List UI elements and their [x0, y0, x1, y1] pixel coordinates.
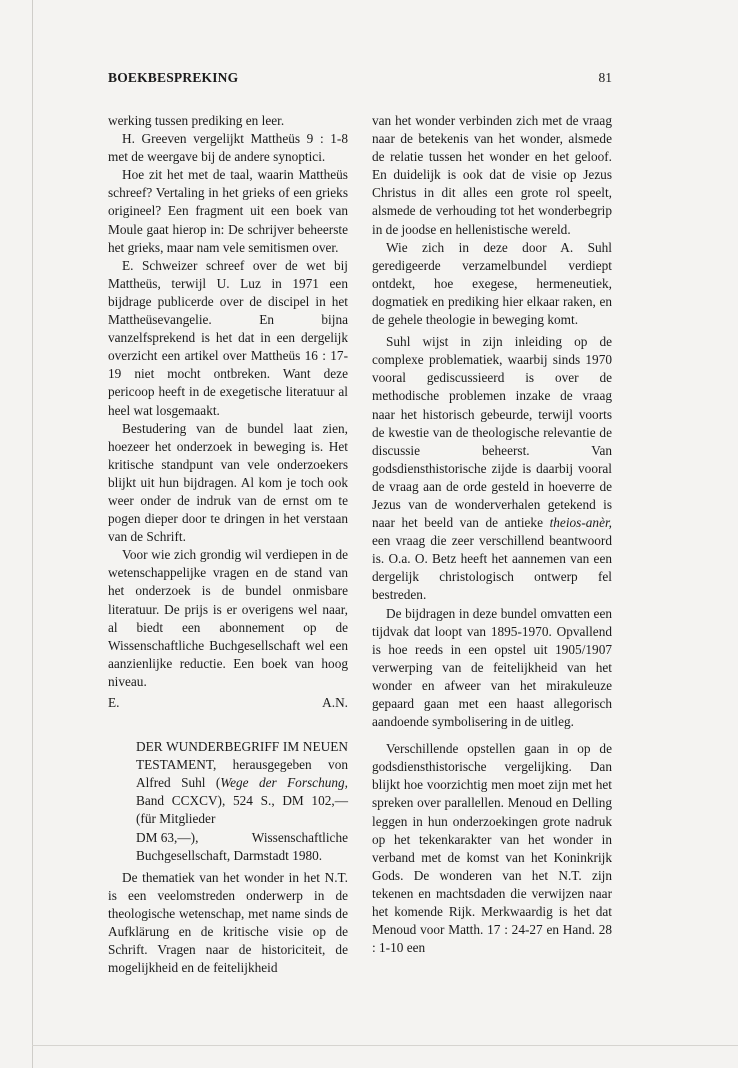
paragraph: E. Schweizer schreef over de wet bij Mattheüs, terwijl U. Luz in 1971 een bijdrage publicerde over de discipel in het Mattheüsevangelie. En bijna vanzelfsprekend is het dat in een dergelijk overzicht een artikel over Mattheüs 16 : 17-19 niet mocht ontbreken. Want deze pericoop heeft in de exegetische literatuur al heel wat losgemaakt.: [108, 257, 348, 418]
italic-term: theios-anèr,: [549, 515, 612, 531]
signature-author: A.N.: [322, 695, 348, 710]
page-header: [108, 70, 612, 92]
running-head: BOEKBESPREKING: [108, 70, 239, 85]
book-series: Wege der Forschung,: [220, 775, 349, 791]
paragraph: De thematiek van het wonder in het N.T. is een veelomstreden onderwerp in de theologische wetenschap, met name sinds de Aufklärung en de kritische visie op de Schrift. Vragen naar de historiciteit, de mogelijkheid en de feitelijkheid: [108, 869, 348, 976]
right-column: [372, 112, 612, 957]
page-edge-left: [32, 0, 33, 1068]
book-publisher: Buchgesellschaft, Darmstadt 1980.: [136, 847, 323, 863]
book-description: [136, 738, 348, 828]
left-column: [108, 112, 348, 977]
book-member-price: DM 63,—), Wissenschaftliche: [136, 829, 348, 845]
book-editor: herausgegeben von Alfred Suhl (: [136, 757, 348, 791]
paragraph: H. Greeven vergelijkt Mattheüs 9 : 1-8 met de weergave bij de andere synoptici.: [108, 131, 348, 165]
book-title: DER WUNDERBEGRIFF IM NEUEN TESTAMENT,: [136, 739, 348, 773]
paragraph: Hoe zit het met de taal, waarin Mattheüs schreef? Vertaling in het grieks of een grieks origineel? Een fragment uit een boek van Moule gaat hierop in: De schrijver beheerste het grieks, maar nam vele semitismen over.: [108, 167, 348, 255]
paragraph: Wie zich in deze door A. Suhl geredigeerde verzamelbundel verdiept ontdekt, hoe exegese, hermeneutiek, dogmatiek en prediking hier elkaar raken, en de gehele theologie in beweging komt.: [372, 239, 612, 328]
paragraph: Voor wie zich grondig wil verdiepen in de wetenschappelijke vragen en de stand van het onderzoek is de bundel onmisbare literatuur. De prijs is er overigens wel naar, al biedt een abonnement op de Wissenschaftliche Buchgesellschaft wel een aanzienlijke reductie. Een boek van hoog niveau.: [108, 547, 348, 689]
paragraph: Verschillende opstellen gaan in op de godsdiensthistorische vergelijking. Dan blijkt hoe voorzichtig men moet zijn met het spreken over parallellen. Menoud en Delling leggen in hun onderzoekingen grote nadruk op het tekenkarakter van het wonder in verband met de komst van het Koninkrijk Gods. De wonderen van het N.T. zijn tekenen en machtsdaden die verwijzen naar het komende Rijk. Merkwaardig is het dat Menoud voor Matth. 17 : 24-27 en Hand. 28 : 1-10 een: [372, 741, 612, 956]
paragraph: van het wonder verbinden zich met de vraag naar de betekenis van het wonder, alsmede de relatie tussen het wonder en het geloof. En duidelijk is ook dat de visie op Jezus Christus in dit alles een grote rol speelt, alsmede de verhouding tot het wonderbegrip in de joodse en hellenistische wereld.: [372, 113, 612, 237]
page-edge-bottom: [32, 1045, 738, 1046]
book-header: [136, 738, 348, 865]
paragraph: De bijdragen in deze bundel omvatten een tijdvak dat loopt van 1895-1970. Opvallend is hoe reeds in een opstel uit 1905/1907 verwerping van de feitelijkheid van het wonder en afweer van het mirakuleuze gepaard gaan met een haast allegorisch aandoende symbolisering in de uitleg.: [372, 605, 612, 730]
review-signature: [108, 694, 348, 712]
signature-place: E.: [108, 695, 120, 710]
page-number: 81: [598, 70, 612, 85]
book-details: Band CCXCV), 524 S., DM 102,— (für Mitglieder: [136, 793, 348, 827]
paragraph: Bestudering van de bundel laat zien, hoezeer het onderzoek in beweging is. Het kritische standpunt van vele onderzoekers blijkt uit hun bijdragen. Al kom je toch ook weer onder de indruk van de ernst om te pogen dieper door te dringen in het verstaan van de Schrift.: [108, 420, 348, 545]
paragraph: werking tussen prediking en leer.: [108, 113, 285, 128]
paragraph: Suhl wijst in zijn inleiding op de complexe problematiek, waarbij sinds 1970 vooral gediscussieerd is over de methodische problemen inzake de vraag naar het historisch gebeurde, terwijl voorts de kwestie van de theologische relevantie de discussie beheerst. Van godsdiensthistorische zijde is daarbij vooral de vraag aan de orde gesteld in hoeverre de Jezus van de wonderverhalen getekend is naar het beeld van de antieke theios-anèr, een vraag die zeer verschillend beantwoord is. O.a. O. Betz heeft het aannemen van een dergelijk christologisch ontwerp fel bestreden.: [372, 334, 612, 603]
